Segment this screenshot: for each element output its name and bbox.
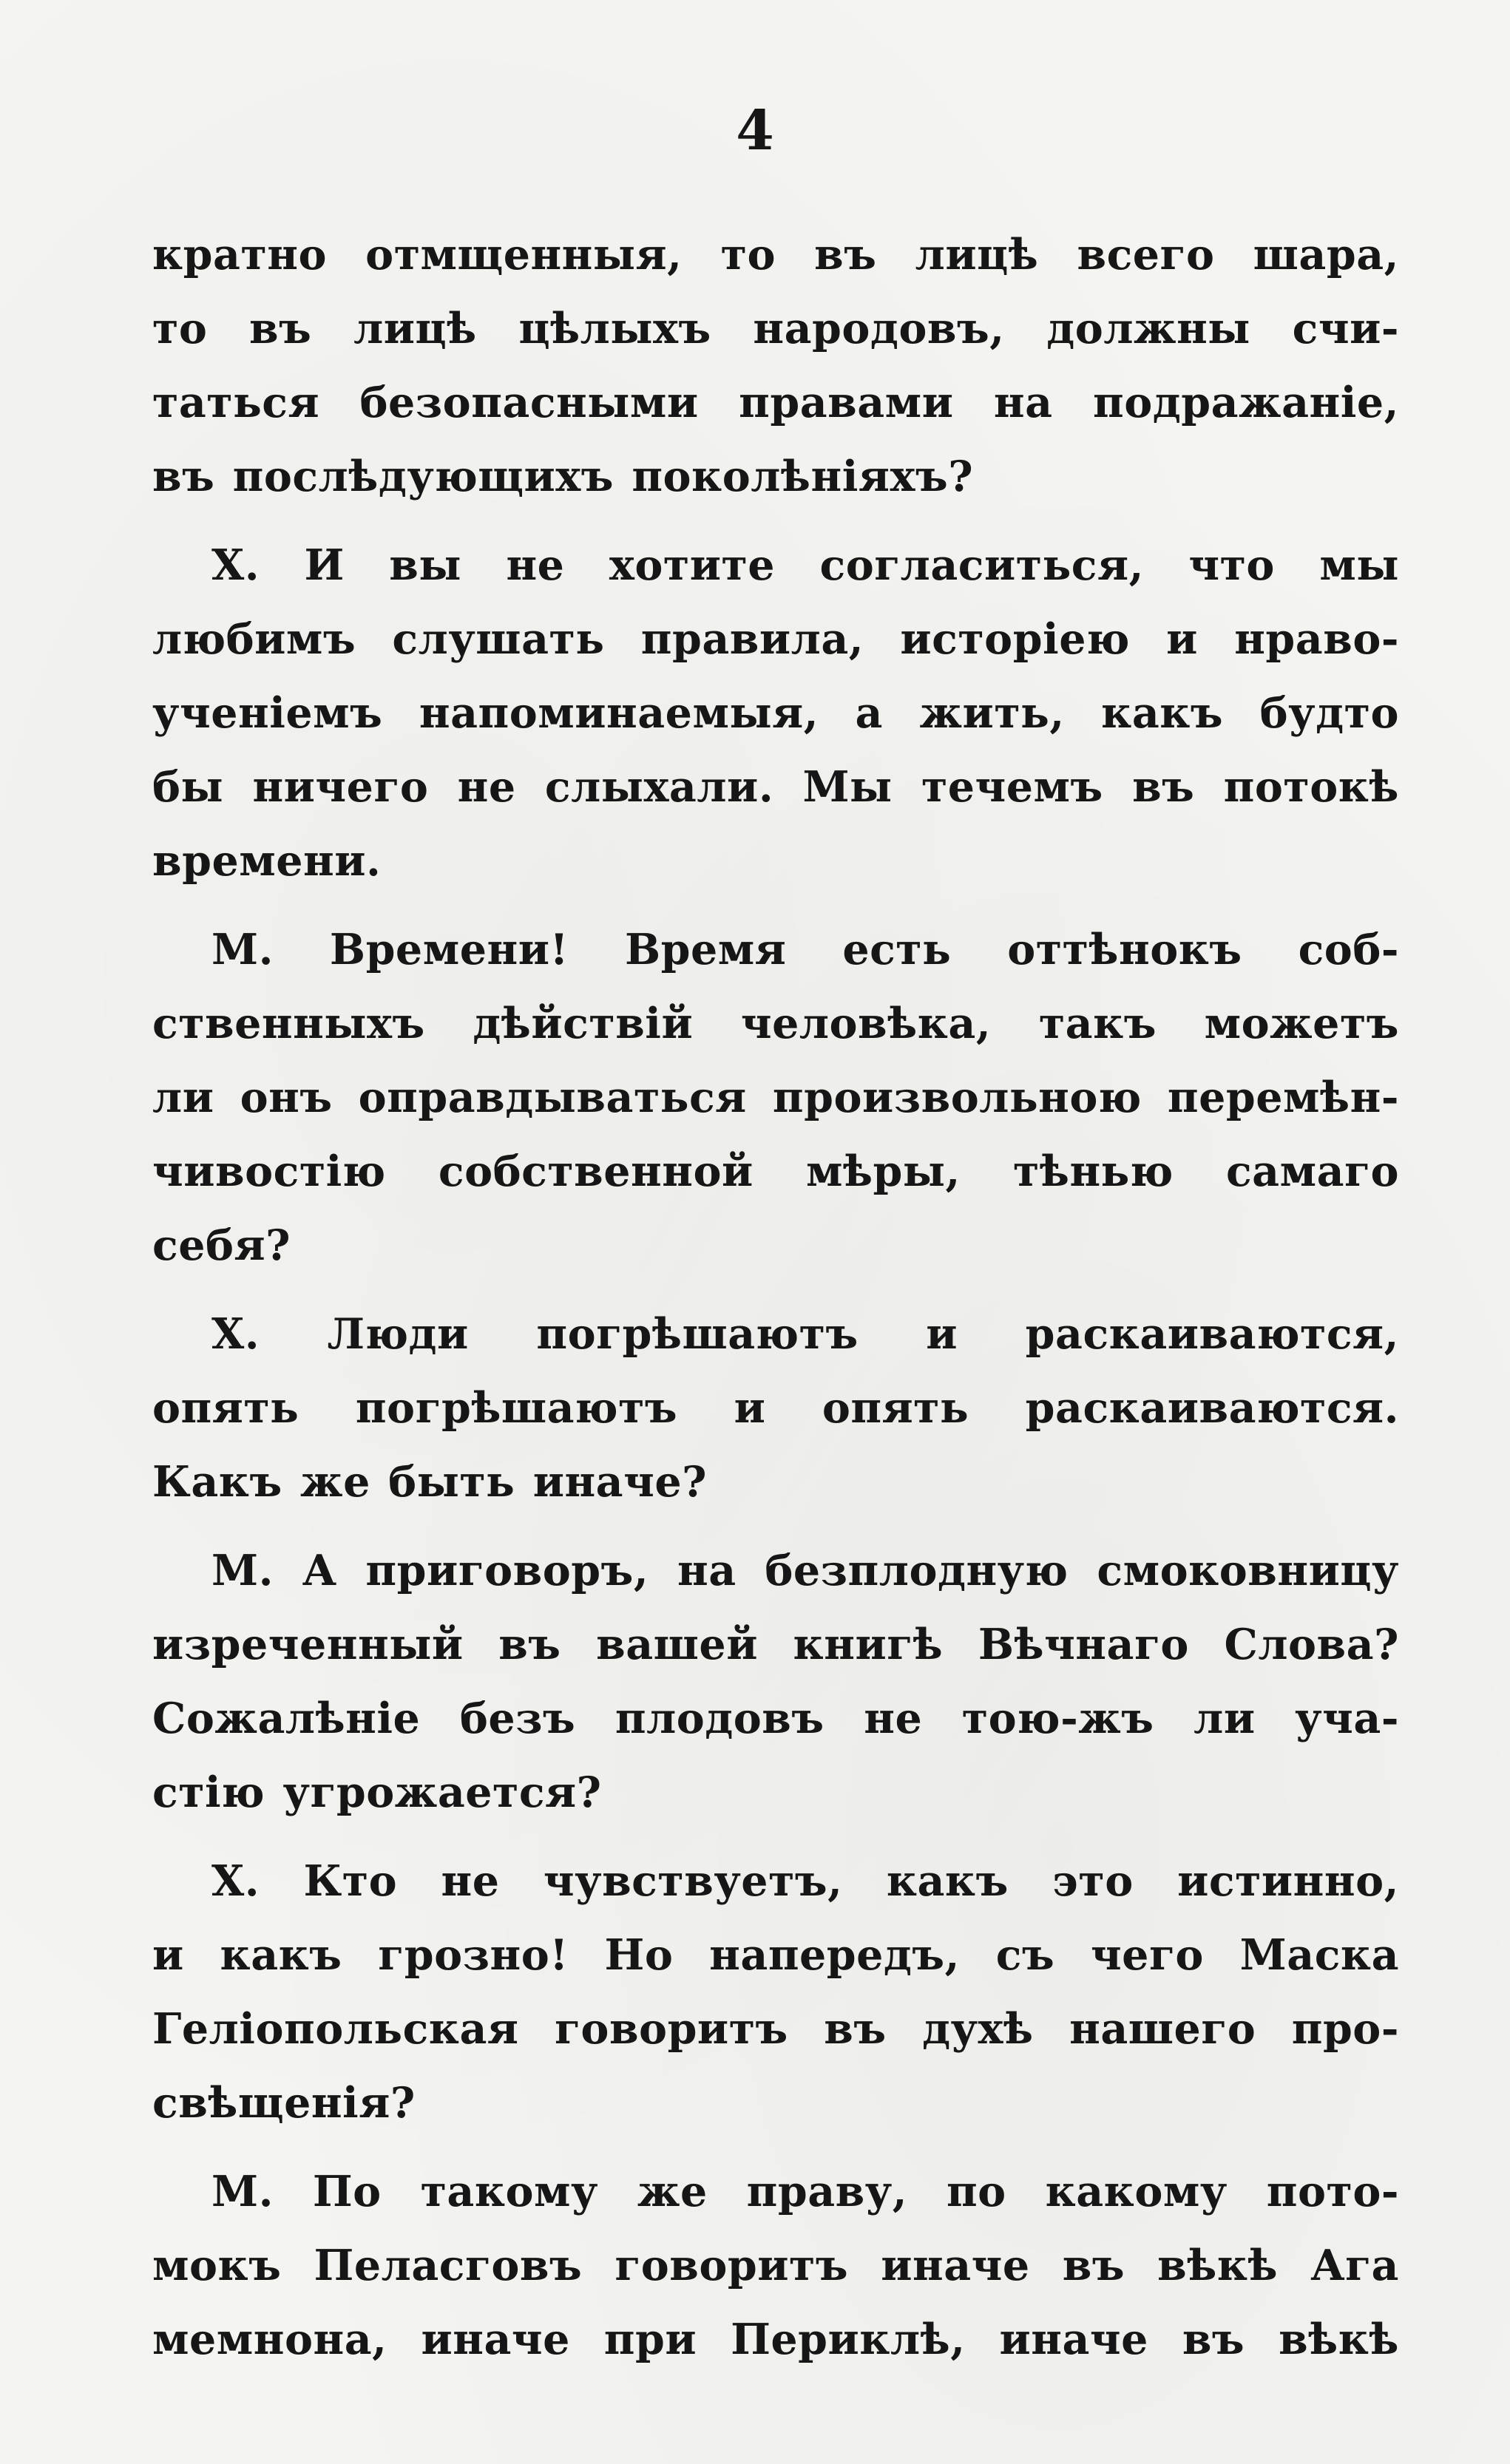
text-line: М. Времени! Время есть оттѣнокъ соб-: [211, 925, 1399, 974]
text-line: Геліопольская говоритъ въ духѣ нашего про-: [152, 2004, 1399, 2054]
text-line: опять погрѣшаютъ и опять раскаиваются.: [152, 1383, 1399, 1433]
paragraph-gap: [152, 1830, 1399, 1844]
text-line: Х. Кто не чувствуетъ, какъ это истинно,: [211, 1856, 1399, 1906]
text-line: М. По такому же праву, по какому пото-: [211, 2167, 1399, 2216]
text-line: ученіемъ напоминаемыя, а жить, какъ будто: [152, 688, 1399, 738]
text-line: себя?: [152, 1221, 291, 1270]
text-line: Какъ же быть иначе?: [152, 1457, 708, 1507]
text-line: то въ лицѣ цѣлыхъ народовъ, должны счи-: [152, 304, 1399, 353]
text-line: чивостію собственной мѣры, тѣнью самаго: [152, 1147, 1399, 1196]
text-line: стію угрожается?: [152, 1768, 602, 1817]
text-line: въ послѣдующихъ поколѣніяхъ?: [152, 452, 974, 501]
paragraph-gap: [152, 1283, 1399, 1297]
paragraph-gap: [152, 1519, 1399, 1534]
paragraph-gap: [152, 898, 1399, 913]
body-text: [152, 218, 1399, 2377]
text-line: кратно отмщенныя, то въ лицѣ всего шара,: [152, 230, 1399, 279]
text-line: Х. И вы не хотите согласиться, что мы: [211, 540, 1399, 590]
paragraph-gap: [152, 2140, 1399, 2155]
text-line: любимъ слушать правила, исторіею и нраво-: [152, 614, 1399, 664]
text-line: изреченный въ вашей книгѣ Вѣчнаго Слова?: [152, 1620, 1399, 1669]
text-line: и какъ грозно! Но напередъ, съ чего Маска: [152, 1930, 1399, 1980]
text-line: мемнона, иначе при Периклѣ, иначе въ вѣкѣ: [152, 2315, 1399, 2364]
text-line: мокъ Пеласговъ говоритъ иначе въ вѣкѣ Ага: [152, 2241, 1399, 2290]
page-number: 4: [736, 99, 774, 163]
text-line: Х. Люди погрѣшаютъ и раскаиваются,: [211, 1309, 1399, 1359]
text-line: таться безопасными правами на подражаніе,: [152, 378, 1399, 427]
text-line: ли онъ оправдываться произвольною перемѣн-: [152, 1073, 1399, 1122]
text-line: ственныхъ дѣйствій человѣка, такъ можетъ: [152, 999, 1399, 1048]
text-line: бы ничего не слыхали. Мы течемъ въ потокѣ: [152, 762, 1399, 812]
text-line: свѣщенія?: [152, 2078, 416, 2128]
text-line: Сожалѣніе безъ плодовъ не тою-жъ ли уча-: [152, 1694, 1399, 1743]
text-line: М. А приговоръ, на безплодную смоковницу: [211, 1546, 1399, 1595]
paragraph-gap: [152, 514, 1399, 529]
text-line: времени.: [152, 836, 382, 886]
